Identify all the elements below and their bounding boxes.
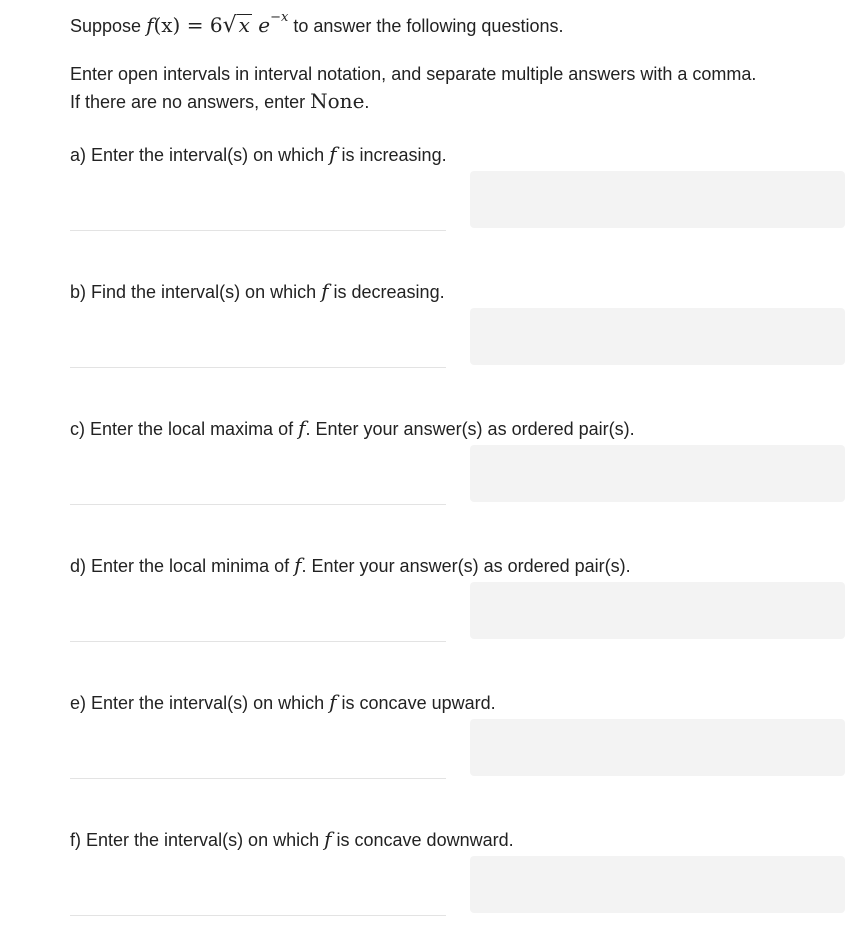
answer-input-d[interactable] <box>470 582 845 639</box>
intro-prefix: Suppose <box>70 16 147 36</box>
problem-statement <box>70 8 563 40</box>
question-e-suffix: is concave upward. <box>336 693 496 713</box>
answer-input-e[interactable] <box>470 719 845 776</box>
instructions-line-1: Enter open intervals in interval notation, and separate multiple answers with a comma. <box>70 64 757 84</box>
question-d-symbol: f <box>294 553 302 577</box>
question-e <box>70 689 496 717</box>
question-b-symbol: f <box>321 279 329 303</box>
intro-suffix: to answer the following questions. <box>288 16 564 36</box>
answer-line-a <box>70 230 446 231</box>
question-b <box>70 278 445 306</box>
question-d-suffix: . Enter your answer(s) as ordered pair(s). <box>301 556 631 576</box>
exponent: −x <box>270 10 289 25</box>
question-a <box>70 141 447 169</box>
question-c <box>70 415 635 443</box>
answer-input-a[interactable] <box>470 171 845 228</box>
question-a-suffix: is increasing. <box>336 145 447 165</box>
question-a-prefix: a) Enter the interval(s) on which <box>70 145 330 165</box>
sqrt-symbol: √ x <box>222 13 250 38</box>
answer-input-f[interactable] <box>470 856 845 913</box>
function-var: (x) <box>153 13 181 37</box>
question-d-prefix: d) Enter the local minima of <box>70 556 295 576</box>
radicand: x <box>238 13 250 37</box>
question-b-suffix: is decreasing. <box>328 282 445 302</box>
none-word: None <box>310 89 365 113</box>
answer-input-c[interactable] <box>470 445 845 502</box>
answer-input-b[interactable] <box>470 308 845 365</box>
answer-line-d <box>70 641 446 642</box>
question-d <box>70 552 631 580</box>
question-e-prefix: e) Enter the interval(s) on which <box>70 693 330 713</box>
question-f-suffix: is concave downward. <box>331 830 514 850</box>
instructions-line-2-prefix: If there are no answers, enter <box>70 92 311 112</box>
instructions-line-2-suffix: . <box>364 92 370 112</box>
exp-base: e <box>251 13 271 37</box>
function-name: f <box>146 13 154 37</box>
question-b-prefix: b) Find the interval(s) on which <box>70 282 322 302</box>
answer-line-f <box>70 915 446 916</box>
answer-line-e <box>70 778 446 779</box>
question-f <box>70 826 514 854</box>
question-c-suffix: . Enter your answer(s) as ordered pair(s). <box>305 419 635 439</box>
answer-line-c <box>70 504 446 505</box>
question-f-symbol: f <box>324 827 332 851</box>
instructions-line-2 <box>70 88 369 116</box>
function-equals: = 6 <box>180 13 223 37</box>
question-e-symbol: f <box>329 690 337 714</box>
question-c-prefix: c) Enter the local maxima of <box>70 419 299 439</box>
answer-line-b <box>70 367 446 368</box>
question-c-symbol: f <box>298 416 306 440</box>
question-a-symbol: f <box>329 142 337 166</box>
question-f-prefix: f) Enter the interval(s) on which <box>70 830 325 850</box>
